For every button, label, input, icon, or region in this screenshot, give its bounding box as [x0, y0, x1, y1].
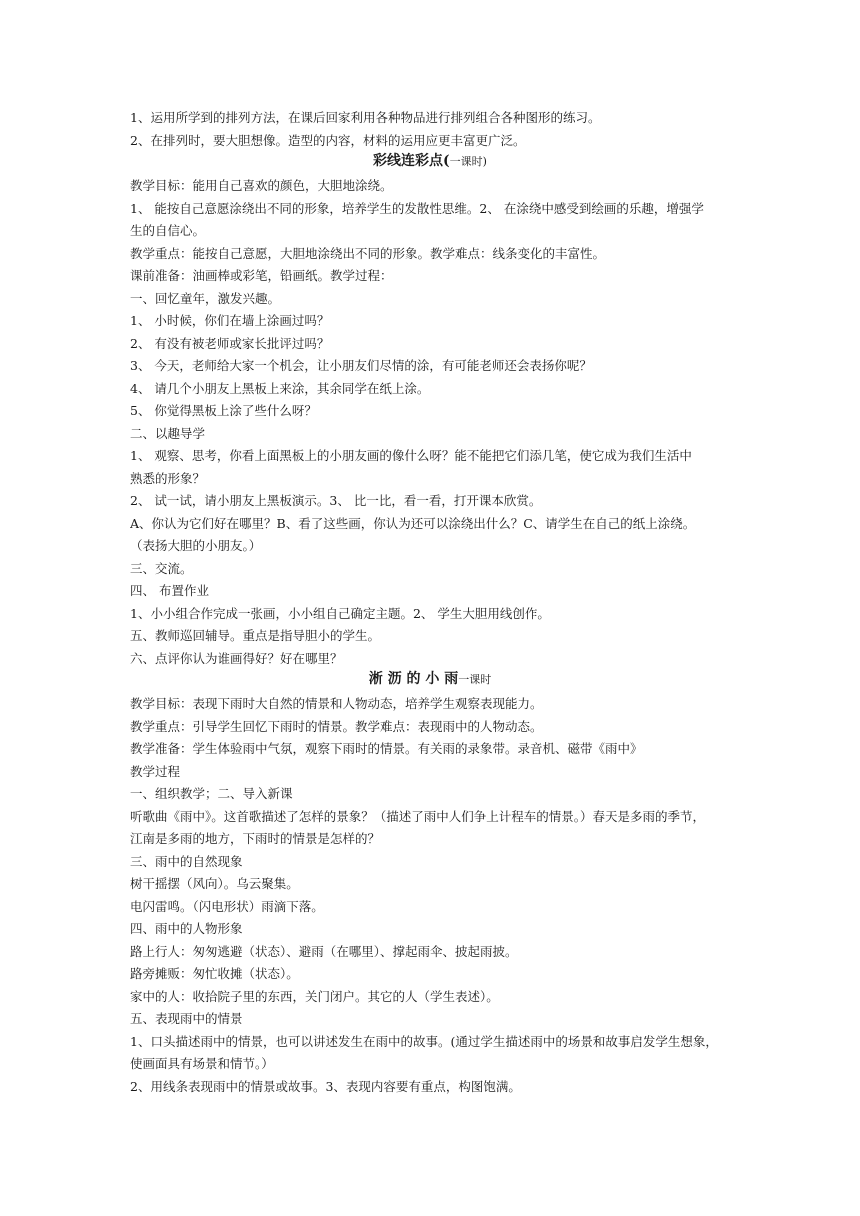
lesson1-line: A、你认为它们好在哪里？B、看了这些画，你认为还可以涂绕出什么？C、请学生在自己的纸上涂绕。 — [130, 516, 696, 531]
lesson2-line: 树干摇摆（风向）。乌云聚集。 — [130, 876, 299, 891]
lesson2-line: 2、用线条表现雨中的情景或故事。3、表现内容要有重点，构图饱满。 — [130, 1079, 521, 1094]
lesson1-line: 2、 试一试，请小朋友上黑板演示。3、 比一比，看一看，打开课本欣赏。 — [130, 493, 542, 508]
lesson1-line: 教学重点：能按自己意愿，大胆地涂绕出不同的形象。教学难点：线条变化的丰富性。 — [130, 246, 606, 261]
lesson2-line: 教学重点：引导学生回忆下雨时的情景。教学难点：表现雨中的人物动态。 — [130, 719, 543, 734]
lesson1-line: 1、 小时候，你们在墙上涂画过吗？ — [130, 313, 330, 328]
lesson1-line: 四、 布置作业 — [130, 583, 209, 598]
lesson2-title-text: 淅 沥 的 小 雨 — [368, 671, 459, 687]
lesson1-line: 1、 观察、思考，你看上面黑板上的小朋友画的像什么呀？能不能把它们添几笔，使它成为我们生活中 — [130, 448, 692, 463]
lesson1-line: 2、 有没有被老师或家长批评过吗？ — [130, 336, 330, 351]
lesson1-line: 1、 能按自己意愿涂绕出不同的形象，培养学生的发散性思维。2、 在涂绕中感受到绘画的乐趣，增强学 — [130, 201, 704, 216]
lesson2-line: 教学目标：表现下雨时大自然的情景和人物动态，培养学生观察表现能力。 — [130, 696, 543, 711]
lesson1-line: 3、 今天，老师给大家一个机会，让小朋友们尽情的涂，有可能老师还会表扬你呢？ — [130, 358, 592, 373]
lesson1-line: 教学目标：能用自己喜欢的颜色，大胆地涂绕。 — [130, 178, 393, 193]
lesson1-line: 一、回忆童年，激发兴趣。 — [130, 291, 281, 306]
lesson1-line: 五、教师巡回辅导。重点是指导胆小的学生。 — [130, 628, 381, 643]
lesson1-line: 1、小小组合作完成一张画，小小组自己确定主题。2、 学生大胆用线创作。 — [130, 606, 550, 621]
lesson1-line: 熟悉的形象？ — [130, 471, 206, 486]
lesson1-line: 5、 你觉得黑板上涂了些什么呀？ — [130, 403, 317, 418]
lesson1-line: 二、以趣导学 — [130, 426, 206, 441]
lesson1-line: 三、交流。 — [130, 561, 193, 576]
lesson2-line: 教学过程 — [130, 764, 181, 779]
lesson2-line: 三、雨中的自然现象 — [130, 854, 243, 869]
lesson2-line: 四、雨中的人物形象 — [130, 921, 243, 936]
lesson1-line: 课前准备：油画棒或彩笔，铅画纸。教学过程： — [130, 268, 393, 283]
lesson2-line: 使画面具有场景和情节。） — [130, 1056, 274, 1071]
lesson1-line: 生的自信心。 — [130, 223, 206, 238]
lesson2-line: 江南是多雨的地方，下雨时的情景是怎样的？ — [130, 831, 381, 846]
lesson2-line: 教学准备：学生体验雨中气氛，观察下雨时的情景。有关雨的录象带。录音机、磁带《雨中》 — [130, 741, 643, 756]
intro-line-1: 1、运用所学到的排列方法，在课后回家利用各种物品进行排列组合各种图形的练习。 — [130, 110, 601, 125]
lesson2-title-note: 一课时 — [458, 673, 492, 686]
lesson1-title — [0, 152, 860, 171]
lesson2-line: 电闪雷鸣。（闪电形状）雨滴下落。 — [130, 899, 324, 914]
lesson2-line: 家中的人：收拾院子里的东西，关门闭户。其它的人（学生表述）。 — [130, 989, 499, 1004]
lesson2-title — [0, 670, 860, 689]
lesson2-line: 1、口头描述雨中的情景，也可以讲述发生在雨中的故事。(通过学生描述雨中的场景和故事启发学生想象， — [130, 1034, 718, 1049]
lesson1-line: 六、点评你认为谁画得好？好在哪里？ — [130, 651, 343, 666]
intro-line-2: 2、在排列时，要大胆想像。造型的内容，材料的运用应更丰富更广泛。 — [130, 133, 526, 148]
lesson1-line: 4、 请几个小朋友上黑板上来涂，其余同学在纸上涂。 — [130, 381, 430, 396]
lesson2-line: 路上行人：匆匆逃避（状态）、避雨（在哪里）、撑起雨伞、披起雨披。 — [130, 944, 518, 959]
lesson2-line: 五、表现雨中的情景 — [130, 1011, 243, 1026]
lesson1-title-text: 彩线连彩点( — [373, 153, 450, 169]
lesson1-title-note: 一课时) — [449, 155, 487, 168]
lesson2-line: 一、组织教学；二、导入新课 — [130, 786, 293, 801]
lesson1-line: （表扬大胆的小朋友。） — [130, 538, 262, 553]
lesson2-line: 路旁摊贩：匆忙收摊（状态）。 — [130, 966, 299, 981]
lesson2-line: 听歌曲《雨中》。这首歌描述了怎样的景象？（描述了雨中人们争上计程车的情景。）春天是多雨的季节， — [130, 809, 706, 824]
